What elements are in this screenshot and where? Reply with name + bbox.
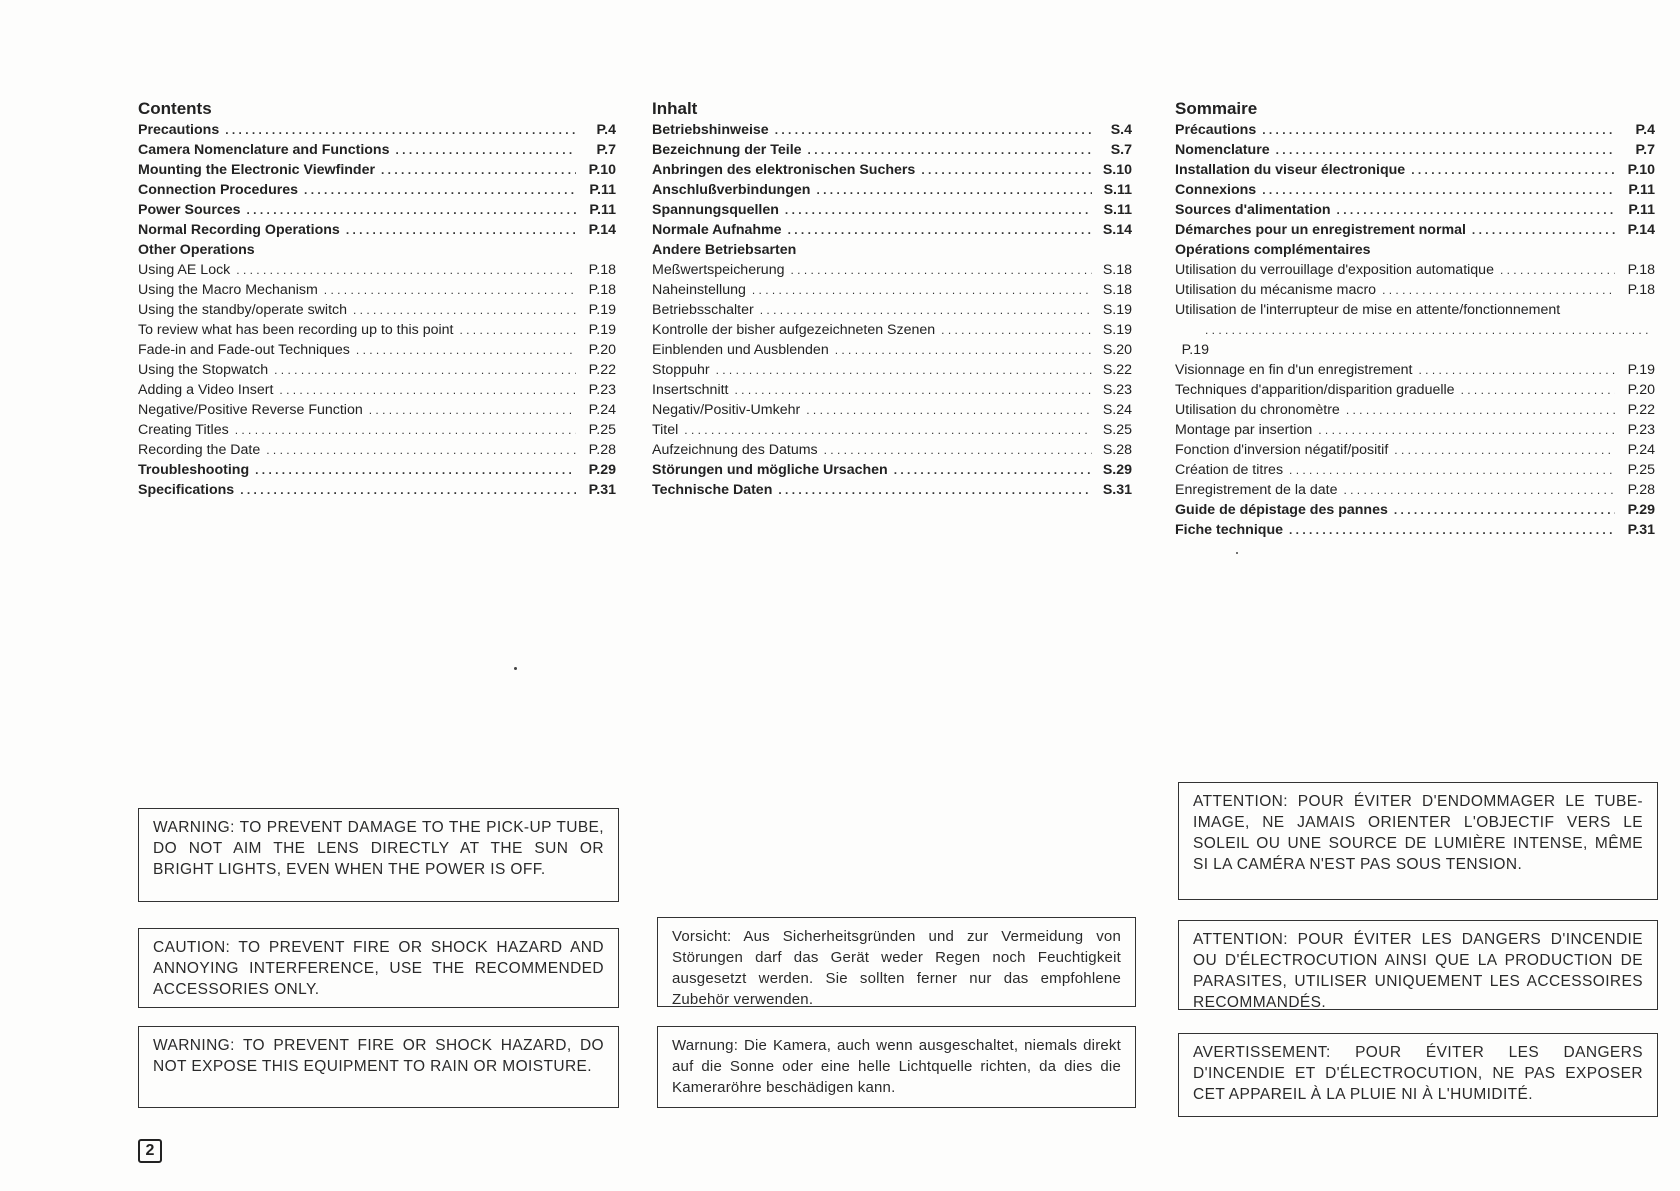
page-number: 2 bbox=[138, 1139, 162, 1163]
toc-entry bbox=[652, 480, 1132, 500]
attention-box-accessoires: ATTENTION: POUR ÉVITER LES DANGERS D'INCENDIE OU D'ÉLECTROCUTION AINSI QUE LA PRODUCTION DE PARASITES, UTILISER UNIQUEMENT LES ACCESSOIRES RECOMMANDÉS. bbox=[1178, 920, 1658, 1010]
toc-entry-title: Utilisation du chronomètre bbox=[1175, 402, 1340, 418]
toc-entry-page: S.4 bbox=[1110, 122, 1132, 138]
dot-leader bbox=[1205, 320, 1649, 340]
toc-entry-page: P.4 bbox=[596, 122, 616, 138]
dot-leader bbox=[225, 120, 576, 140]
dot-leader bbox=[1461, 380, 1615, 400]
toc-entry-title: Normale Aufnahme bbox=[652, 222, 782, 238]
toc-entry-title: Specifications bbox=[138, 482, 235, 498]
toc-entry-title: Guide de dépistage des pannes bbox=[1175, 502, 1388, 518]
toc-entry-title: Technische Daten bbox=[652, 482, 773, 498]
toc-entry-page: S.14 bbox=[1102, 222, 1132, 238]
toc-entry bbox=[652, 460, 1132, 480]
toc-entry-title: Spannungsquellen bbox=[652, 202, 779, 218]
dot-leader bbox=[1500, 260, 1615, 280]
toc-entry-page: P.31 bbox=[1627, 522, 1655, 538]
dot-leader bbox=[760, 300, 1092, 320]
toc-entry-title: Betriebshinweise bbox=[652, 122, 769, 138]
toc-entry-title: Démarches pour un enregistrement normal bbox=[1175, 222, 1466, 238]
toc-entry bbox=[138, 380, 616, 400]
toc-entry bbox=[1175, 240, 1655, 260]
toc-entry bbox=[652, 440, 1132, 460]
toc-entry-page: P.20 bbox=[588, 342, 616, 358]
toc-entry-title: Naheinstellung bbox=[652, 282, 746, 298]
dot-leader bbox=[684, 420, 1092, 440]
toc-entry-title: Power Sources bbox=[138, 202, 241, 218]
toc-entry bbox=[1175, 400, 1655, 420]
toc-entry-page: P.28 bbox=[588, 442, 616, 458]
toc-entry bbox=[1175, 220, 1655, 240]
toc-entry bbox=[1175, 200, 1655, 220]
toc-entry-title: Using the standby/operate switch bbox=[138, 302, 347, 318]
toc-entry bbox=[138, 260, 616, 280]
toc-entry-page: P.29 bbox=[1627, 502, 1655, 518]
toc-entry-page: S.11 bbox=[1103, 202, 1132, 218]
toc-entry bbox=[652, 260, 1132, 280]
toc-entry-title: Fade-in and Fade-out Techniques bbox=[138, 342, 350, 358]
dot-leader bbox=[775, 120, 1092, 140]
dot-leader bbox=[894, 460, 1092, 480]
toc-entry-page: P.20 bbox=[1627, 382, 1655, 398]
toc-entry-page: P.23 bbox=[588, 382, 616, 398]
toc-entry bbox=[1175, 260, 1655, 280]
toc-entry-title: Precautions bbox=[138, 122, 220, 138]
toc-entry bbox=[1175, 420, 1655, 440]
dot-leader bbox=[785, 200, 1092, 220]
dot-leader bbox=[356, 340, 576, 360]
dot-leader bbox=[752, 280, 1092, 300]
toc-entry-page: S.19 bbox=[1102, 322, 1132, 338]
toc-entry bbox=[1175, 380, 1655, 400]
toc-entry-page: S.7 bbox=[1110, 142, 1132, 158]
toc-entry-title: Enregistrement de la date bbox=[1175, 482, 1338, 498]
toc-entry-page: P.7 bbox=[596, 142, 616, 158]
toc-entry-page: S.29 bbox=[1102, 462, 1132, 478]
toc-entry-title: Using AE Lock bbox=[138, 262, 231, 278]
toc-entry-page: S.18 bbox=[1102, 282, 1132, 298]
toc-entry-title: Création de titres bbox=[1175, 462, 1284, 478]
toc-entry-title: Utilisation du mécanisme macro bbox=[1175, 282, 1377, 298]
dot-leader bbox=[1382, 280, 1615, 300]
toc-entry-title: Adding a Video Insert bbox=[138, 382, 274, 398]
toc-entry-page: P.4 bbox=[1635, 122, 1655, 138]
dot-leader bbox=[1411, 160, 1615, 180]
toc-entry bbox=[652, 140, 1132, 160]
toc-entry-page: P.22 bbox=[1627, 402, 1655, 418]
toc-entry-title: Mounting the Electronic Viewfinder bbox=[138, 162, 376, 178]
dot-leader bbox=[1262, 120, 1615, 140]
dot-leader bbox=[716, 360, 1092, 380]
dot-leader bbox=[1337, 200, 1615, 220]
scan-speck bbox=[514, 667, 517, 670]
toc-entry-title: Titel bbox=[652, 422, 679, 438]
toc-entry-title: Aufzeichnung des Datums bbox=[652, 442, 818, 458]
toc-entry bbox=[652, 220, 1132, 240]
sommaire-heading: Sommaire bbox=[1175, 99, 1258, 118]
toc-entry-title: Anschlußverbindungen bbox=[652, 182, 811, 198]
toc-entry-page: P.28 bbox=[1627, 482, 1655, 498]
dot-leader bbox=[1318, 420, 1615, 440]
toc-entry-page: S.10 bbox=[1102, 162, 1132, 178]
toc-entry-page: S.31 bbox=[1102, 482, 1132, 498]
dot-leader bbox=[824, 440, 1092, 460]
toc-entry-page: P.23 bbox=[1627, 422, 1655, 438]
toc-entry-title: Utilisation du verrouillage d'exposition automatique bbox=[1175, 262, 1494, 278]
toc-entry-title: Störungen und mögliche Ursachen bbox=[652, 462, 888, 478]
toc-entry-title: Bezeichnung der Teile bbox=[652, 142, 802, 158]
dot-leader bbox=[778, 480, 1092, 500]
toc-entry-page: S.28 bbox=[1102, 442, 1132, 458]
toc-entry bbox=[652, 240, 1132, 260]
toc-entry bbox=[1175, 460, 1655, 480]
dot-leader bbox=[1289, 460, 1615, 480]
toc-entry bbox=[138, 480, 616, 500]
toc-entry-page: P.11 bbox=[1628, 182, 1655, 198]
toc-entry-page: P.19 bbox=[1181, 342, 1209, 358]
dot-leader bbox=[346, 220, 576, 240]
toc-entry-title: Insertschnitt bbox=[652, 382, 729, 398]
dot-leader bbox=[735, 380, 1093, 400]
dot-leader bbox=[1346, 400, 1615, 420]
dot-leader bbox=[835, 340, 1092, 360]
toc-entry-title: Betriebsschalter bbox=[652, 302, 754, 318]
contents-column-english bbox=[138, 98, 616, 500]
toc-entry bbox=[652, 420, 1132, 440]
toc-entry bbox=[652, 280, 1132, 300]
toc-entry-page: P.29 bbox=[588, 462, 616, 478]
toc-entry-title: Montage par insertion bbox=[1175, 422, 1313, 438]
toc-entry-title: Connection Procedures bbox=[138, 182, 299, 198]
toc-entry-page: P.10 bbox=[1627, 162, 1655, 178]
dot-leader bbox=[941, 320, 1092, 340]
dot-leader bbox=[381, 160, 576, 180]
toc-entry-title: Visionnage en fin d'un enregistrement bbox=[1175, 362, 1413, 378]
toc-entry-title: To review what has been recording up to this point bbox=[138, 322, 454, 338]
toc-entry-title: Using the Stopwatch bbox=[138, 362, 269, 378]
toc-entry-page: P.11 bbox=[589, 202, 616, 218]
toc-entry-title: Techniques d'apparition/disparition graduelle bbox=[1175, 382, 1455, 398]
toc-entry bbox=[1175, 440, 1655, 460]
toc-entry-title: Précautions bbox=[1175, 122, 1257, 138]
toc-entry bbox=[138, 240, 616, 260]
toc-entry-title: Negativ/Positiv-Umkehr bbox=[652, 402, 801, 418]
toc-list-german bbox=[652, 120, 1132, 500]
toc-entry bbox=[652, 200, 1132, 220]
toc-entry bbox=[138, 420, 616, 440]
toc-entry bbox=[138, 300, 616, 320]
dot-leader bbox=[1343, 480, 1615, 500]
dot-leader bbox=[1394, 440, 1615, 460]
toc-entry-title: Anbringen des elektronischen Suchers bbox=[652, 162, 916, 178]
scan-speck bbox=[1236, 552, 1238, 554]
dot-leader bbox=[816, 180, 1092, 200]
dot-leader bbox=[1262, 180, 1615, 200]
toc-entry bbox=[652, 320, 1132, 340]
toc-entry-title: Opérations complémentaires bbox=[1175, 242, 1371, 258]
dot-leader bbox=[1276, 140, 1615, 160]
toc-entry-title: Fiche technique bbox=[1175, 522, 1283, 538]
toc-entry-title: Einblenden und Ausblenden bbox=[652, 342, 829, 358]
toc-entry-page: P.14 bbox=[1627, 222, 1655, 238]
toc-entry bbox=[1175, 120, 1655, 140]
toc-entry-page: S.20 bbox=[1102, 342, 1132, 358]
toc-entry-page: S.23 bbox=[1102, 382, 1132, 398]
toc-entry bbox=[652, 380, 1132, 400]
toc-entry bbox=[652, 160, 1132, 180]
dot-leader bbox=[255, 460, 576, 480]
toc-entry bbox=[1175, 360, 1655, 380]
toc-entry bbox=[652, 120, 1132, 140]
toc-entry-page: P.25 bbox=[588, 422, 616, 438]
toc-entry-title: Kontrolle der bisher aufgezeichneten Szenen bbox=[652, 322, 936, 338]
toc-entry-page: P.18 bbox=[1627, 262, 1655, 278]
toc-entry-page: P.18 bbox=[588, 262, 616, 278]
toc-entry-page: P.18 bbox=[588, 282, 616, 298]
toc-entry-title: Recording the Date bbox=[138, 442, 261, 458]
toc-entry bbox=[138, 200, 616, 220]
dot-leader bbox=[236, 260, 576, 280]
dot-leader bbox=[353, 300, 576, 320]
dot-leader bbox=[279, 380, 576, 400]
toc-entry-page: S.24 bbox=[1102, 402, 1132, 418]
toc-list-english bbox=[138, 120, 616, 500]
toc-entry bbox=[1175, 520, 1655, 540]
toc-entry bbox=[138, 180, 616, 200]
toc-entry bbox=[138, 360, 616, 380]
toc-entry-title: Normal Recording Operations bbox=[138, 222, 340, 238]
dot-leader bbox=[1289, 520, 1615, 540]
dot-leader bbox=[396, 140, 577, 160]
toc-entry bbox=[1175, 280, 1655, 300]
dot-leader bbox=[1472, 220, 1615, 240]
toc-entry-title: Sources d'alimentation bbox=[1175, 202, 1331, 218]
toc-entry bbox=[652, 400, 1132, 420]
dot-leader bbox=[921, 160, 1092, 180]
warnung-box: Warnung: Die Kamera, auch wenn ausgeschaltet, niemals direkt auf die Sonne oder eine helle Lichtquelle richten, da dies die Kameraröhre beschädigen kann. bbox=[657, 1026, 1136, 1108]
toc-entry-title: Andere Betriebsarten bbox=[652, 242, 797, 258]
toc-entry-page: S.22 bbox=[1102, 362, 1132, 378]
toc-entry bbox=[652, 300, 1132, 320]
toc-entry bbox=[138, 340, 616, 360]
caution-box-accessories: CAUTION: TO PREVENT FIRE OR SHOCK HAZARD AND ANNOYING INTERFERENCE, USE THE RECOMMENDED ACCESSORIES ONLY. bbox=[138, 928, 619, 1008]
toc-entry bbox=[1175, 140, 1655, 160]
toc-entry-page: P.22 bbox=[588, 362, 616, 378]
toc-entry-page: P.25 bbox=[1627, 462, 1655, 478]
toc-entry-title: Meßwertspeicherung bbox=[652, 262, 785, 278]
avertissement-box-humidite: AVERTISSEMENT: POUR ÉVITER LES DANGERS D'INCENDIE ET D'ÉLECTROCUTION, NE PAS EXPOSER CET APPAREIL À LA PLUIE NI À L'HUMIDITÉ. bbox=[1178, 1033, 1658, 1117]
toc-entry-page: P.10 bbox=[588, 162, 616, 178]
toc-entry-page: P.11 bbox=[1628, 202, 1655, 218]
toc-entry bbox=[1175, 480, 1655, 500]
inhalt-heading: Inhalt bbox=[652, 99, 698, 118]
dot-leader bbox=[274, 360, 576, 380]
dot-leader bbox=[808, 140, 1092, 160]
contents-heading: Contents bbox=[138, 99, 212, 118]
toc-entry-page: P.19 bbox=[588, 302, 616, 318]
toc-entry-page: P.19 bbox=[588, 322, 616, 338]
toc-entry-page: S.25 bbox=[1102, 422, 1132, 438]
dot-leader bbox=[304, 180, 576, 200]
toc-entry bbox=[138, 140, 616, 160]
toc-entry-title: Other Operations bbox=[138, 242, 255, 258]
toc-entry bbox=[138, 460, 616, 480]
toc-entry bbox=[138, 120, 616, 140]
dot-leader bbox=[1394, 500, 1615, 520]
warning-box-pickup-tube: WARNING: TO PREVENT DAMAGE TO THE PICK-UP TUBE, DO NOT AIM THE LENS DIRECTLY AT THE SUN OR BRIGHT LIGHTS, EVEN WHEN THE POWER IS OFF. bbox=[138, 808, 619, 902]
toc-entry-page: P.24 bbox=[588, 402, 616, 418]
toc-entry-title: Stoppuhr bbox=[652, 362, 710, 378]
contents-column-german bbox=[652, 98, 1132, 500]
dot-leader bbox=[369, 400, 576, 420]
contents-column-french bbox=[1175, 98, 1655, 540]
toc-entry-page: P.19 bbox=[1627, 362, 1655, 378]
toc-entry bbox=[138, 440, 616, 460]
toc-entry-page: P.11 bbox=[589, 182, 616, 198]
toc-entry-title: Using the Macro Mechanism bbox=[138, 282, 318, 298]
toc-entry bbox=[138, 160, 616, 180]
dot-leader bbox=[1419, 360, 1616, 380]
toc-entry bbox=[652, 340, 1132, 360]
toc-list-french bbox=[1175, 120, 1655, 540]
toc-entry bbox=[1175, 160, 1655, 180]
toc-entry-page: S.18 bbox=[1102, 262, 1132, 278]
toc-entry bbox=[138, 220, 616, 240]
toc-entry-page: P.18 bbox=[1627, 282, 1655, 298]
dot-leader bbox=[788, 220, 1092, 240]
toc-entry-title: Camera Nomenclature and Functions bbox=[138, 142, 390, 158]
dot-leader bbox=[266, 440, 576, 460]
toc-entry bbox=[652, 180, 1132, 200]
toc-entry-title: Troubleshooting bbox=[138, 462, 250, 478]
dot-leader bbox=[324, 280, 576, 300]
warning-box-rain-moisture: WARNING: TO PREVENT FIRE OR SHOCK HAZARD, DO NOT EXPOSE THIS EQUIPMENT TO RAIN OR MOISTURE. bbox=[138, 1026, 619, 1108]
toc-entry-title: Installation du viseur électronique bbox=[1175, 162, 1406, 178]
toc-entry bbox=[138, 320, 616, 340]
dot-leader bbox=[806, 400, 1092, 420]
toc-entry bbox=[1175, 300, 1655, 360]
toc-entry-title: Connexions bbox=[1175, 182, 1257, 198]
toc-entry-title: Nomenclature bbox=[1175, 142, 1270, 158]
toc-entry-page: P.31 bbox=[588, 482, 616, 498]
toc-entry-page: P.24 bbox=[1627, 442, 1655, 458]
vorsicht-box: Vorsicht: Aus Sicherheitsgründen und zur Vermeidung von Störungen darf das Gerät weder Regen noch Feuchtigkeit ausgesetzt werden. Sie sollten ferner nur das empfohlene Zubehör verwenden. bbox=[657, 917, 1136, 1007]
dot-leader bbox=[235, 420, 576, 440]
toc-entry-page: P.7 bbox=[1635, 142, 1655, 158]
attention-box-tube-image: ATTENTION: POUR ÉVITER D'ENDOMMAGER LE TUBE-IMAGE, NE JAMAIS ORIENTER L'OBJECTIF VERS LE SOLEIL OU UNE SOURCE DE LUMIÈRE INTENSE, MÊME SI LA CAMÉRA N'EST PAS SOUS TENSION. bbox=[1178, 782, 1658, 900]
dot-leader bbox=[247, 200, 576, 220]
toc-entry-page: S.19 bbox=[1102, 302, 1132, 318]
toc-entry-title: Fonction d'inversion négatif/positif bbox=[1175, 442, 1389, 458]
dot-leader bbox=[790, 260, 1092, 280]
toc-entry bbox=[1175, 180, 1655, 200]
toc-entry bbox=[652, 360, 1132, 380]
toc-entry-title: Creating Titles bbox=[138, 422, 229, 438]
toc-entry bbox=[138, 400, 616, 420]
toc-entry bbox=[1175, 500, 1655, 520]
dot-leader bbox=[459, 320, 576, 340]
toc-entry-title: Negative/Positive Reverse Function bbox=[138, 402, 363, 418]
toc-entry-title: Utilisation de l'interrupteur de mise en attente/fonctionnement bbox=[1175, 302, 1561, 318]
dot-leader bbox=[240, 480, 576, 500]
toc-entry-page: S.11 bbox=[1103, 182, 1132, 198]
toc-entry bbox=[138, 280, 616, 300]
toc-entry-page: P.14 bbox=[588, 222, 616, 238]
